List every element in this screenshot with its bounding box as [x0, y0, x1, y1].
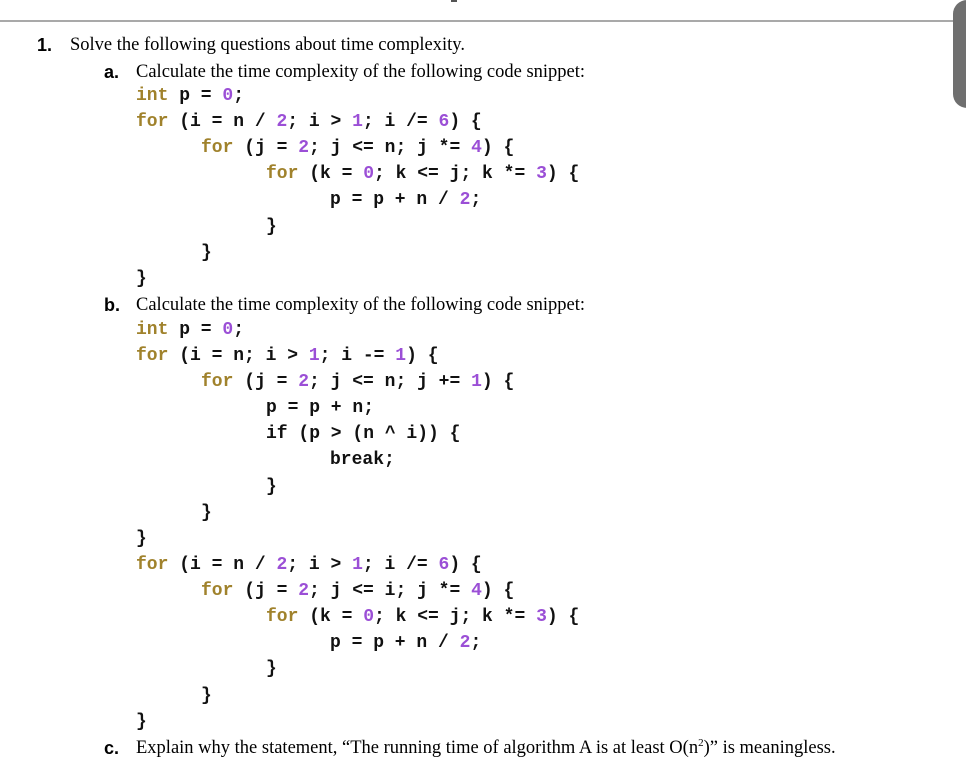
code-line: if (p > (n ^ i)) { [266, 424, 461, 444]
question-text: Solve the following questions about time complexity. [70, 35, 465, 55]
code-line: for (i = n / 2; i > 1; i /= 6) { [136, 555, 482, 575]
scrollbar-handle[interactable] [953, 0, 966, 108]
code-line: p = p + n; [266, 398, 375, 418]
code-line: } [266, 477, 277, 497]
header-divider [0, 20, 966, 22]
code-line: for (j = 2; j <= n; j += 1) { [201, 372, 515, 392]
code-line: } [266, 217, 277, 237]
code-line: } [201, 686, 212, 706]
code-line: p = p + n / 2; [330, 633, 482, 653]
code-line: } [136, 269, 147, 289]
code-line: int p = 0; [136, 86, 245, 106]
code-line: for (j = 2; j <= n; j *= 4) { [201, 138, 515, 158]
code-line: for (k = 0; k <= j; k *= 3) { [266, 607, 580, 627]
code-line: } [266, 659, 277, 679]
code-line: } [201, 243, 212, 263]
part-c-text-before: Explain why the statement, “The running time of algorithm A is at least O(n [136, 738, 699, 758]
code-line: int p = 0; [136, 320, 245, 340]
part-c-exponent: 2 [698, 736, 704, 749]
code-line: } [201, 503, 212, 523]
part-c-text [136, 737, 836, 759]
part-b-prompt: Calculate the time complexity of the following code snippet: [136, 295, 586, 315]
code-line: p = p + n / 2; [330, 190, 482, 210]
code-line: } [136, 529, 147, 549]
code-line: for (k = 0; k <= j; k *= 3) { [266, 164, 580, 184]
part-c-marker: c. [104, 738, 120, 758]
top-mark [451, 0, 457, 2]
code-line: break; [330, 450, 395, 470]
part-b-marker: b. [104, 295, 120, 315]
code-line: } [136, 712, 147, 732]
part-a-marker: a. [104, 62, 120, 82]
code-line: for (i = n; i > 1; i -= 1) { [136, 346, 439, 366]
part-a-prompt: Calculate the time complexity of the following code snippet: [136, 62, 586, 82]
question-number: 1. [37, 35, 53, 55]
part-c-text-after: )” is meaningless. [703, 738, 836, 758]
code-line: for (i = n / 2; i > 1; i /= 6) { [136, 112, 482, 132]
code-line: for (j = 2; j <= i; j *= 4) { [201, 581, 515, 601]
